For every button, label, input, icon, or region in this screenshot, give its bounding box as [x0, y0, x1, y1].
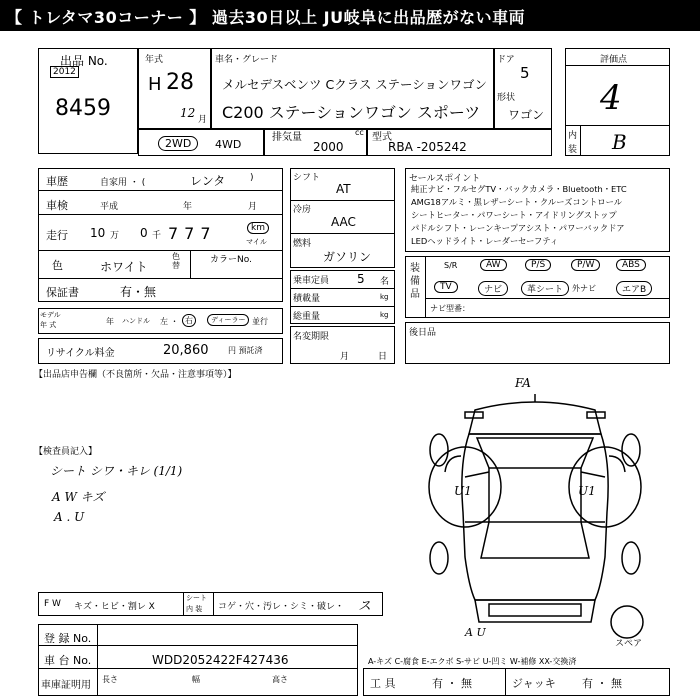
model-year-year: 年 [106, 317, 114, 326]
lot-year-tag: 2012 [50, 66, 79, 78]
model-code-value: RBA -205242 [388, 140, 467, 154]
jack-label: ジャッキ [512, 677, 556, 690]
model-year-handle: ハンドル [122, 317, 150, 325]
sales-point-line: パドルシフト・レーンキープアシスト・パワーバックドア [411, 223, 625, 233]
diagram-spare-label: スペア [615, 639, 643, 649]
chassis-label: 車 台 No. [44, 654, 92, 667]
inspection-year: 年 [183, 202, 193, 212]
later-date-label: 後日品 [409, 328, 437, 338]
fw-text: キズ・ヒビ・割レ X [74, 602, 155, 612]
total-weight-unit: kg [380, 311, 389, 319]
title-change-label: 名変期限 [293, 332, 330, 342]
sales-point-line: LEDヘッドライト・レーダーセーフティ [411, 236, 559, 246]
year-month-suffix: 月 [198, 115, 208, 125]
seat-label-1: シート [186, 594, 207, 602]
mileage-label: 走行 [46, 229, 68, 242]
model-year-label-2: 年 式 [40, 321, 57, 329]
car-name-line2: C200 ステーションワゴン スポーツ [222, 103, 481, 122]
model-year-handle-opts: 左 ・ [160, 317, 179, 326]
score-value: 4 [600, 78, 622, 118]
mileage-d1: 10 [90, 226, 106, 240]
seat-mark: ス [358, 599, 372, 614]
interior-value: B [612, 130, 627, 154]
doors-label: ドア [497, 55, 515, 65]
mileage-u2: 千 [152, 231, 162, 241]
inspection-label: 車検 [46, 199, 68, 212]
inspector-note: A . U [54, 510, 85, 524]
total-weight-label: 総重量 [293, 312, 321, 322]
equipment-pw: P/W [571, 259, 600, 271]
car-name-line1: メルセデスベンツ Cクラス ステーションワゴン [222, 77, 488, 92]
mileage-d2: 0 [140, 226, 148, 240]
inspection-month: 月 [248, 202, 258, 212]
sales-point-line: 純正ナビ・フルセグTV・バックカメラ・Bluetooth・ETC [411, 184, 627, 194]
mileage-u1: 万 [110, 231, 120, 241]
capacity-value: 5 [357, 272, 365, 286]
title-change-day: 日 [378, 352, 388, 362]
recycle-value: 20,860 [163, 343, 209, 358]
color-change-label: 色替 [172, 252, 180, 270]
load-unit: kg [380, 293, 389, 301]
model-code-label: 型式 [372, 132, 392, 143]
history-label: 車歴 [46, 175, 68, 188]
diagram-fa-mark: FA [515, 376, 531, 390]
equipment-sr: S/R [444, 261, 458, 270]
car-name-label: 車名・グレード [215, 55, 279, 65]
year-label: 年式 [145, 55, 164, 65]
lot-number: 8459 [55, 96, 111, 121]
navi-model-label: ナビ型番： [430, 304, 470, 313]
model-year-label-1: モデル [40, 311, 61, 319]
fuel-value: ガソリン [323, 250, 372, 264]
seat-label-2: 内 装 [186, 605, 203, 613]
recycle-label: リサイクル料金 [46, 348, 115, 359]
color-label: 色 [52, 259, 63, 272]
year-era: H [148, 74, 162, 95]
score-label: 評価点 [600, 55, 628, 65]
equipment-abs: ABS [616, 259, 646, 271]
equipment-aw: AW [480, 259, 507, 271]
certificate-length: 長さ [102, 675, 118, 684]
equipment-ext-navi: 外ナビ [572, 284, 596, 293]
year-month: 12 [180, 106, 196, 120]
displacement-value: 2000 [313, 140, 344, 154]
mileage-unit: km [247, 222, 269, 234]
capacity-unit: 名 [380, 277, 390, 287]
model-year-handle-selected: 右 [182, 314, 196, 327]
diagram-right-mark: U1 [578, 484, 596, 498]
displacement-label: 排気量 [272, 132, 302, 143]
cooling-value: AAC [331, 215, 356, 229]
drive-2wd: 2WD [158, 136, 198, 151]
history-options: 自家用 ・ ( [100, 178, 146, 188]
certificate-label: 車庫証明用 [41, 680, 91, 691]
shift-label: シフト [293, 173, 321, 183]
registration-label: 登 録 No. [44, 632, 92, 645]
banner-text: 【 トレタマ30コーナー 】 過去30日以上 JU岐阜に出品歴がない車両 [6, 8, 526, 27]
later-date-box [405, 322, 670, 364]
lot-label: 出品 No. [60, 54, 108, 68]
title-change-month: 月 [340, 352, 350, 362]
inspector-label: 【検査員記入】 [34, 447, 98, 457]
car-diagram [405, 372, 670, 647]
equipment-ps: P/S [525, 259, 551, 271]
shape-value: ワゴン [508, 108, 545, 122]
fuel-label: 燃料 [293, 239, 312, 249]
certificate-height: 高さ [272, 675, 288, 684]
certificate-width: 幅 [192, 675, 200, 684]
capacity-label: 乗車定員 [293, 276, 330, 286]
mileage-d3: 777 [168, 224, 217, 243]
history-value: レンタ [190, 174, 226, 188]
warranty-label: 保証書 [46, 286, 79, 299]
drive-4wd: 4WD [215, 138, 242, 151]
model-year-parallel: 並行 [252, 317, 268, 326]
sales-points-label: セールスポイント [409, 174, 481, 184]
tools-value: 有 ・ 無 [432, 677, 472, 690]
inspector-note: シート シワ・キレ (1/1) [50, 464, 183, 478]
fw-label: F W [44, 599, 61, 609]
seller-notes-label: 【出品店申告欄（不良箇所・欠品・注意事項等）】 [34, 370, 237, 380]
sales-point-line: AMG18アルミ・黒レザーシート・クルーズコントロール [411, 197, 623, 207]
equipment-leather: 革シート [521, 281, 569, 296]
shift-value: AT [336, 182, 351, 196]
color-number-label: カラーNo. [210, 255, 252, 265]
diagram-rear-mark: A U [465, 626, 486, 639]
diagram-left-mark: U1 [454, 484, 472, 498]
model-year-dealer: ディーラー [207, 314, 249, 326]
shape-label: 形状 [497, 93, 516, 103]
mileage-alt: マイル [246, 238, 267, 246]
equipment-airbag: エアB [616, 281, 652, 296]
color-value: ホワイト [100, 260, 148, 274]
interior-label-2: 装 [568, 145, 578, 155]
displacement-unit: cc [355, 128, 364, 137]
history-close: ) [250, 173, 254, 183]
cooling-label: 冷房 [293, 205, 312, 215]
equipment-navi: ナビ [478, 281, 508, 296]
doors-value: 5 [520, 64, 530, 82]
damage-legend: A-キズ C-腐食 E-エクボ S-サビ U-凹ミ W-補修 XX-交換済 [368, 657, 577, 666]
year-value: 28 [166, 70, 194, 95]
jack-value: 有 ・ 無 [582, 677, 622, 690]
inspector-note: A W キズ [52, 490, 105, 504]
tools-label: 工 具 [370, 677, 396, 690]
interior-label-1: 内 [568, 131, 578, 141]
equipment-tv: TV [434, 281, 458, 293]
chassis-value: WDD2052422F427436 [152, 653, 289, 667]
sales-point-line: シートヒーター・パワーシート・アイドリングストップ [411, 210, 617, 220]
warranty-value: 有・無 [120, 285, 157, 299]
recycle-unit: 円 預託済 [228, 346, 263, 355]
load-label: 積載量 [293, 294, 321, 304]
equipment-label: 装備品 [410, 263, 420, 300]
seat-text: コゲ・穴・汚レ・シミ・破レ・ [218, 602, 345, 612]
inspection-era: 平成 [100, 202, 119, 212]
